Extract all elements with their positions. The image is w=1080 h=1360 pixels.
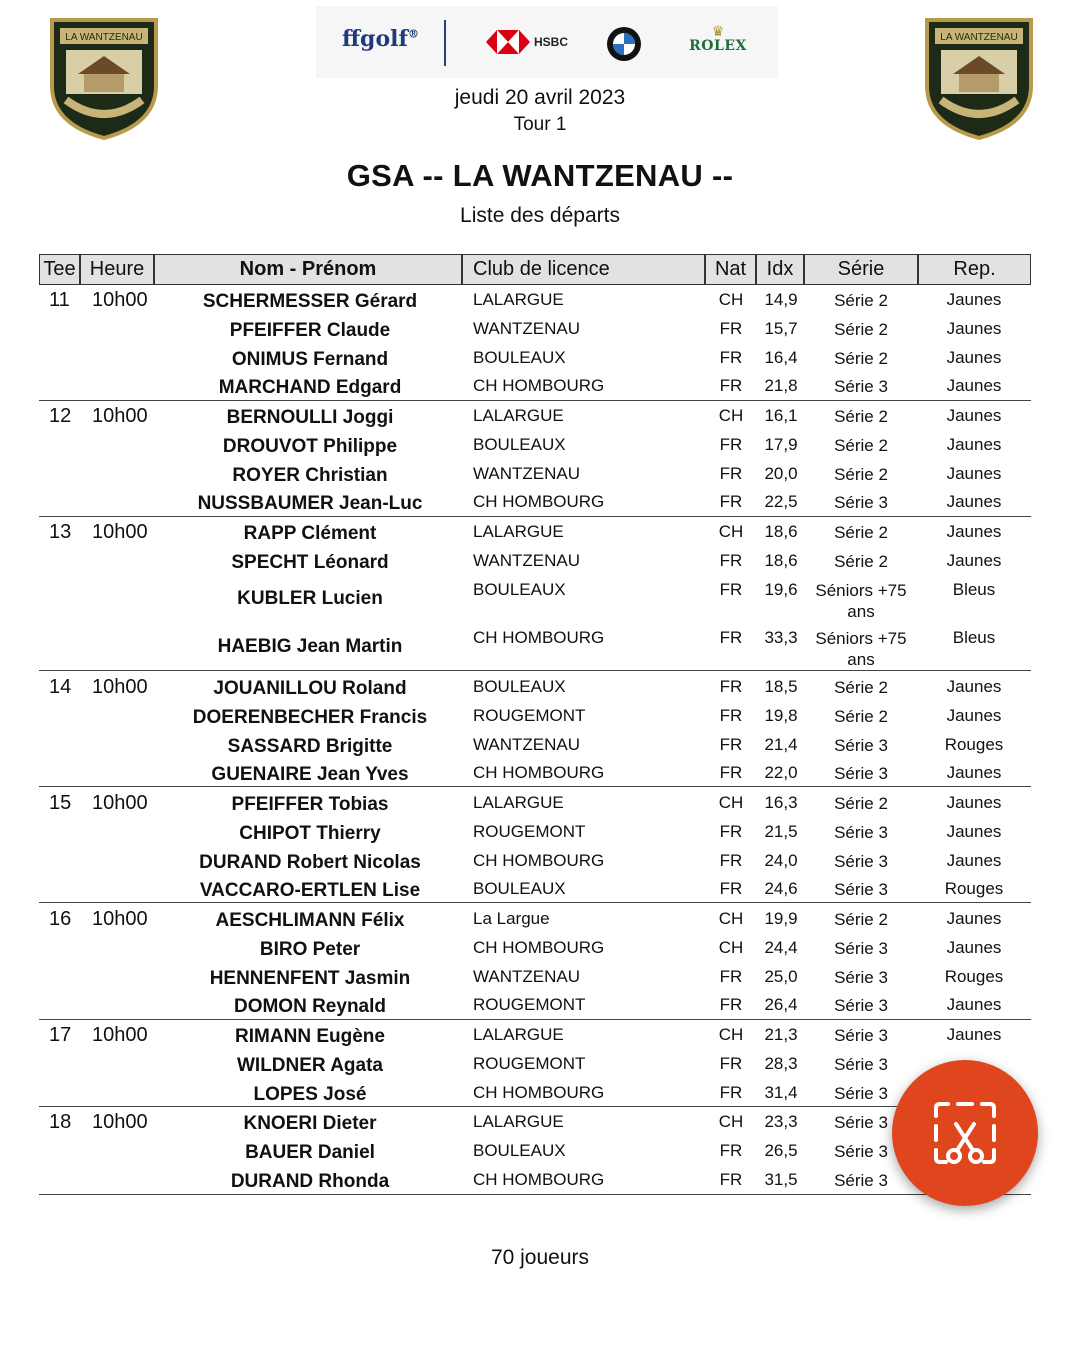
player-rep: Jaunes (946, 706, 1002, 725)
player-idx: 19,9 (764, 909, 798, 928)
player-nom: DOMON Reynald (233, 996, 387, 1017)
player-club: WANTZENAU (473, 735, 581, 754)
player-nom: DURAND Robert Nicolas (199, 852, 421, 873)
player-rep: Rouges (944, 967, 1004, 986)
player-nom: CHIPOT Thierry (239, 823, 381, 844)
player-serie: Série 2 (834, 407, 888, 426)
tee-number: 17 (49, 1024, 72, 1046)
col-header-tee: Tee (39, 254, 80, 285)
player-rep: Bleus (952, 628, 996, 647)
sponsor-bar (316, 6, 778, 78)
player-nat: FR (719, 851, 743, 870)
player-nat: FR (719, 551, 743, 570)
player-nom: HENNENFENT Jasmin (209, 968, 411, 989)
player-serie: Série 2 (834, 436, 888, 455)
player-nat: CH (718, 1112, 744, 1131)
player-serie: Série 3 (834, 1142, 888, 1161)
player-rep: Jaunes (946, 909, 1002, 928)
col-header-nom: Nom - Prénom (154, 254, 462, 285)
player-nom: DURAND Rhonda (230, 1171, 390, 1192)
player-club: ROUGEMONT (473, 706, 586, 725)
player-serie: Série 3 (834, 1026, 888, 1045)
player-rep: Jaunes (946, 763, 1002, 782)
player-serie: Série 3 (834, 1055, 888, 1074)
col-header-club: Club de licence (462, 254, 705, 285)
player-club: WANTZENAU (473, 464, 581, 483)
player-idx: 23,3 (764, 1112, 798, 1131)
group-separator (39, 902, 1031, 903)
player-nom: NUSSBAUMER Jean-Luc (197, 493, 423, 514)
player-serie: Série 2 (834, 707, 888, 726)
player-rep: Jaunes (946, 995, 1002, 1014)
player-idx: 17,9 (764, 435, 798, 454)
player-rep: Jaunes (946, 435, 1002, 454)
group-separator (39, 1194, 1031, 1195)
player-idx: 18,6 (764, 522, 798, 541)
col-header-idx: Idx (756, 254, 804, 285)
tee-time: 10h00 (92, 405, 148, 427)
player-nat: FR (719, 1083, 743, 1102)
player-nom: WILDNER Agata (236, 1055, 384, 1076)
player-nom: DROUVOT Philippe (222, 436, 398, 457)
player-nom: DOERENBECHER Francis (192, 707, 428, 728)
player-idx: 22,5 (764, 492, 798, 511)
player-club: CH HOMBOURG (473, 1170, 605, 1189)
player-serie: Série 2 (834, 291, 888, 310)
page-title: GSA -- LA WANTZENAU -- (346, 158, 734, 193)
player-nat: FR (719, 1054, 743, 1073)
player-club: BOULEAUX (473, 435, 566, 454)
player-nat: FR (719, 822, 743, 841)
crest-text: LA WANTZENAU (940, 32, 1018, 43)
player-serie: Série 2 (834, 523, 888, 542)
player-nom: HAEBIG Jean Martin (217, 636, 403, 657)
group-separator (39, 516, 1031, 517)
player-idx: 22,0 (764, 763, 798, 782)
player-club: LALARGUE (473, 1112, 564, 1131)
player-serie: Série 3 (834, 736, 888, 755)
player-serie: Série 3 (834, 493, 888, 512)
hsbc-logo: HSBC (486, 30, 568, 54)
player-club: CH HOMBOURG (473, 1083, 605, 1102)
player-nat: FR (719, 735, 743, 754)
player-rep: Jaunes (946, 290, 1002, 309)
group-separator (39, 1019, 1031, 1020)
col-header-serie: Série (804, 254, 918, 285)
player-rep: Jaunes (946, 376, 1002, 395)
player-serie: Série 3 (834, 880, 888, 899)
player-rep: Bleus (952, 580, 996, 599)
player-nom: PFEIFFER Claude (229, 320, 391, 341)
tee-time: 10h00 (92, 521, 148, 543)
player-club: BOULEAUX (473, 1141, 566, 1160)
player-nat: CH (718, 793, 744, 812)
player-nom: SCHERMESSER Gérard (202, 291, 418, 312)
player-club: LALARGUE (473, 290, 564, 309)
player-idx: 14,9 (764, 290, 798, 309)
player-count: 70 joueurs (490, 1246, 590, 1269)
player-nom: RAPP Clément (243, 523, 377, 544)
player-rep: Jaunes (946, 492, 1002, 511)
player-nom: AESCHLIMANN Félix (215, 910, 405, 931)
tee-time: 10h00 (92, 792, 148, 814)
player-nom: KNOERI Dieter (243, 1113, 377, 1134)
player-nom: SASSARD Brigitte (227, 736, 393, 757)
hsbc-hexagon-icon (486, 30, 530, 54)
player-club: CH HOMBOURG (473, 763, 605, 782)
player-nat: FR (719, 967, 743, 986)
tee-time: 10h00 (92, 289, 148, 311)
tee-time: 10h00 (92, 1024, 148, 1046)
player-club: LALARGUE (473, 793, 564, 812)
player-rep: Jaunes (946, 348, 1002, 367)
player-serie: Séniors +75 ans (815, 629, 907, 669)
player-rep: Jaunes (946, 551, 1002, 570)
player-idx: 21,3 (764, 1025, 798, 1044)
player-serie: Série 2 (834, 320, 888, 339)
player-nat: FR (719, 763, 743, 782)
screenshot-button[interactable] (892, 1060, 1038, 1206)
player-idx: 21,8 (764, 376, 798, 395)
player-nat: CH (718, 909, 744, 928)
player-serie: Série 3 (834, 996, 888, 1015)
player-nom: KUBLER Lucien (237, 588, 383, 609)
player-club: CH HOMBOURG (473, 628, 605, 647)
player-nat: FR (719, 348, 743, 367)
tee-time: 10h00 (92, 908, 148, 930)
player-nat: CH (718, 290, 744, 309)
tee-number: 14 (49, 676, 72, 698)
player-nat: FR (719, 995, 743, 1014)
player-club: LALARGUE (473, 1025, 564, 1044)
player-serie: Série 2 (834, 910, 888, 929)
player-club: CH HOMBOURG (473, 492, 605, 511)
player-nom: LOPES José (253, 1084, 367, 1105)
crest-text: LA WANTZENAU (65, 32, 143, 43)
player-nat: FR (719, 706, 743, 725)
player-nat: FR (719, 376, 743, 395)
player-club: ROUGEMONT (473, 822, 586, 841)
tee-time: 10h00 (92, 1111, 148, 1133)
player-nom: MARCHAND Edgard (218, 377, 402, 398)
player-serie: Série 3 (834, 764, 888, 783)
player-serie: Série 2 (834, 552, 888, 571)
player-nat: FR (719, 1141, 743, 1160)
player-rep: Jaunes (946, 793, 1002, 812)
player-nom: ROYER Christian (232, 465, 388, 486)
player-club: ROUGEMONT (473, 995, 586, 1014)
player-nat: CH (718, 938, 744, 957)
player-idx: 24,4 (764, 938, 798, 957)
player-idx: 19,6 (764, 580, 798, 599)
player-idx: 16,3 (764, 793, 798, 812)
rolex-logo: ♛ ROLEX (689, 23, 747, 54)
group-separator (39, 670, 1031, 671)
player-idx: 16,1 (764, 406, 798, 425)
player-serie: Série 3 (834, 377, 888, 396)
player-club: WANTZENAU (473, 967, 581, 986)
player-idx: 31,5 (764, 1170, 798, 1189)
player-club: BOULEAUX (473, 677, 566, 696)
player-club: La Largue (473, 909, 550, 928)
player-idx: 24,6 (764, 879, 798, 898)
player-club: WANTZENAU (473, 319, 581, 338)
bmw-logo-icon (606, 26, 642, 62)
event-round: Tour 1 (513, 114, 567, 135)
player-serie: Série 3 (834, 852, 888, 871)
player-nom: RIMANN Eugène (235, 1026, 385, 1047)
player-nom: ONIMUS Fernand (231, 349, 389, 370)
player-idx: 28,3 (764, 1054, 798, 1073)
tee-number: 15 (49, 792, 72, 814)
player-nom: PFEIFFER Tobias (231, 794, 389, 815)
player-nat: FR (719, 435, 743, 454)
player-idx: 16,4 (764, 348, 798, 367)
table-header (39, 254, 1031, 285)
player-idx: 31,4 (764, 1083, 798, 1102)
player-idx: 25,0 (764, 967, 798, 986)
player-rep: Jaunes (946, 851, 1002, 870)
tee-number: 18 (49, 1111, 72, 1133)
player-nat: FR (719, 464, 743, 483)
player-rep: Rouges (944, 879, 1004, 898)
player-serie: Série 3 (834, 1113, 888, 1132)
player-idx: 19,8 (764, 706, 798, 725)
player-idx: 24,0 (764, 851, 798, 870)
player-idx: 18,5 (764, 677, 798, 696)
player-nat: CH (718, 1025, 744, 1044)
player-serie: Série 2 (834, 794, 888, 813)
player-club: ROUGEMONT (473, 1054, 586, 1073)
player-club: BOULEAUX (473, 348, 566, 367)
player-nat: FR (719, 580, 743, 599)
player-nom: BAUER Daniel (245, 1142, 375, 1163)
player-idx: 20,0 (764, 464, 798, 483)
tee-number: 11 (49, 289, 70, 311)
tee-number: 12 (49, 405, 72, 427)
player-nat: FR (719, 492, 743, 511)
player-nom: JOUANILLOU Roland (213, 678, 407, 699)
player-serie: Série 3 (834, 1084, 888, 1103)
player-serie: Série 2 (834, 465, 888, 484)
player-serie: Série 3 (834, 823, 888, 842)
player-club: LALARGUE (473, 522, 564, 541)
player-nat: CH (718, 406, 744, 425)
player-rep: Jaunes (946, 1025, 1002, 1044)
player-nat: FR (719, 879, 743, 898)
player-nat: FR (719, 628, 743, 647)
player-idx: 26,4 (764, 995, 798, 1014)
group-separator (39, 1106, 1031, 1107)
player-club: WANTZENAU (473, 551, 581, 570)
player-nat: FR (719, 677, 743, 696)
player-serie: Série 3 (834, 939, 888, 958)
player-idx: 18,6 (764, 551, 798, 570)
col-header-rep: Rep. (918, 254, 1031, 285)
player-nom: SPECHT Léonard (231, 552, 389, 573)
tee-time: 10h00 (92, 676, 148, 698)
player-idx: 26,5 (764, 1141, 798, 1160)
event-date: jeudi 20 avril 2023 (454, 86, 626, 109)
player-club: BOULEAUX (473, 879, 566, 898)
player-idx: 21,4 (764, 735, 798, 754)
page-subtitle: Liste des départs (460, 204, 620, 227)
player-serie: Série 2 (834, 678, 888, 697)
player-nom: GUENAIRE Jean Yves (211, 764, 409, 785)
player-nat: CH (718, 522, 744, 541)
col-header-heure: Heure (80, 254, 154, 285)
sponsor-divider (444, 20, 446, 66)
player-serie: Série 3 (834, 968, 888, 987)
player-idx: 33,3 (764, 628, 798, 647)
player-serie: Série 3 (834, 1171, 888, 1190)
screenshot-scissors-icon (930, 1098, 1000, 1168)
player-idx: 21,5 (764, 822, 798, 841)
player-club: BOULEAUX (473, 580, 566, 599)
player-club: CH HOMBOURG (473, 938, 605, 957)
player-club: LALARGUE (473, 406, 564, 425)
player-rep: Jaunes (946, 938, 1002, 957)
player-rep: Jaunes (946, 464, 1002, 483)
group-separator (39, 786, 1031, 787)
player-rep: Jaunes (946, 406, 1002, 425)
player-club: CH HOMBOURG (473, 376, 605, 395)
player-idx: 15,7 (764, 319, 798, 338)
player-serie: Série 2 (834, 349, 888, 368)
player-nom: BIRO Peter (259, 939, 361, 960)
player-club: CH HOMBOURG (473, 851, 605, 870)
group-separator (39, 400, 1031, 401)
player-nat: FR (719, 319, 743, 338)
player-rep: Jaunes (946, 319, 1002, 338)
player-serie: Séniors +75 ans (815, 581, 907, 621)
player-rep: Jaunes (946, 522, 1002, 541)
player-nom: BERNOULLI Joggi (226, 407, 394, 428)
tee-number: 16 (49, 908, 72, 930)
crown-icon: ♛ (711, 23, 725, 39)
ffgolf-logo: ffgolf® (342, 26, 419, 52)
tee-number: 13 (49, 521, 72, 543)
col-header-nat: Nat (705, 254, 756, 285)
player-rep: Rouges (944, 735, 1004, 754)
player-rep: Jaunes (946, 822, 1002, 841)
player-rep: Jaunes (946, 677, 1002, 696)
player-nom: VACCARO-ERTLEN Lise (199, 880, 421, 901)
player-nat: FR (719, 1170, 743, 1189)
